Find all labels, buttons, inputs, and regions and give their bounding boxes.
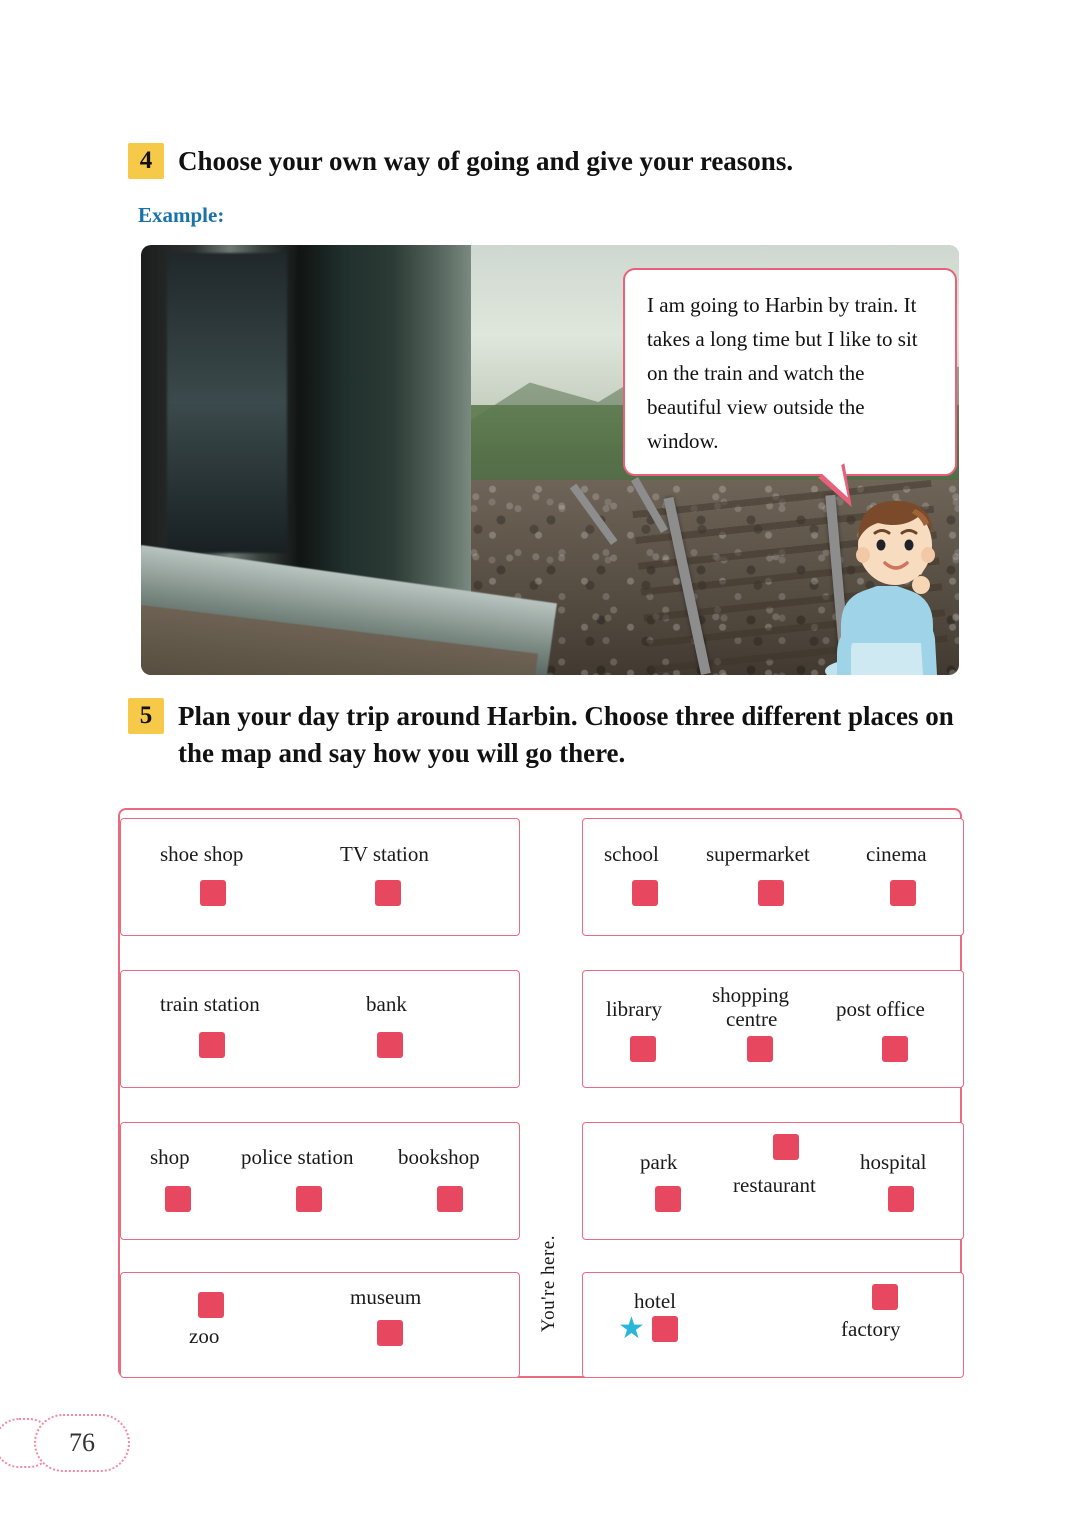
place-label-shopping-centre-line2: centre xyxy=(726,1007,778,1031)
exercise-4-heading xyxy=(128,143,793,180)
place-marker-restaurant xyxy=(773,1134,799,1160)
boy-character-icon xyxy=(811,475,941,675)
place-marker-hospital xyxy=(888,1186,914,1212)
map-block xyxy=(120,970,520,1088)
map-block xyxy=(120,1272,520,1378)
place-label-cinema: cinema xyxy=(866,842,927,866)
exercise-5-title: Plan your day trip around Harbin. Choose three different places on the map and say how you will go there. xyxy=(178,701,954,769)
page-number-area xyxy=(34,1414,130,1474)
exercise-5-number: 5 xyxy=(128,698,164,734)
place-label-bookshop: bookshop xyxy=(398,1145,480,1169)
place-marker-cinema xyxy=(890,880,916,906)
place-label-library: library xyxy=(606,997,662,1021)
place-marker-shoe-shop xyxy=(200,880,226,906)
place-label-museum: museum xyxy=(350,1285,422,1309)
place-marker-shop xyxy=(165,1186,191,1212)
place-marker-park xyxy=(655,1186,681,1212)
train-carriage xyxy=(141,245,471,675)
place-label-bank: bank xyxy=(366,992,407,1016)
place-label-shoe-shop: shoe shop xyxy=(160,842,244,866)
place-marker-museum xyxy=(377,1320,403,1346)
place-marker-post-office xyxy=(882,1036,908,1062)
exercise-5-heading xyxy=(128,698,978,773)
carriage-window xyxy=(167,253,287,553)
place-marker-factory xyxy=(872,1284,898,1310)
place-marker-hotel xyxy=(652,1316,678,1342)
place-marker-library xyxy=(630,1036,656,1062)
map-block xyxy=(582,818,964,936)
place-label-restaurant: restaurant xyxy=(733,1173,816,1197)
place-marker-bank xyxy=(377,1032,403,1058)
place-label-hotel: hotel xyxy=(634,1289,676,1313)
map-block xyxy=(120,1122,520,1240)
place-label-zoo: zoo xyxy=(189,1324,220,1348)
place-label-supermarket: supermarket xyxy=(706,842,810,866)
you-are-here-label: You're here. xyxy=(538,1235,559,1333)
place-marker-school xyxy=(632,880,658,906)
you-are-here-star-icon: ★ xyxy=(618,1312,645,1345)
place-label-hospital: hospital xyxy=(860,1150,927,1174)
place-label-tv-station: TV station xyxy=(340,842,429,866)
place-marker-shopping-centre xyxy=(747,1036,773,1062)
place-label-shop: shop xyxy=(150,1145,190,1169)
place-marker-bookshop xyxy=(437,1186,463,1212)
example-label: Example: xyxy=(138,203,225,227)
page-number: 76 xyxy=(34,1414,130,1472)
place-marker-tv-station xyxy=(375,880,401,906)
place-label-park: park xyxy=(640,1150,678,1174)
map-block xyxy=(120,818,520,936)
exercise-4-number: 4 xyxy=(128,143,164,179)
place-label-factory: factory xyxy=(841,1317,901,1341)
place-label-shopping-centre-line1: shopping xyxy=(712,983,790,1007)
exercise-4-title: Choose your own way of going and give your reasons. xyxy=(178,146,794,176)
place-label-post-office: post office xyxy=(836,997,925,1021)
place-label-school: school xyxy=(604,842,659,866)
place-label-police-station: police station xyxy=(241,1145,354,1169)
place-marker-supermarket xyxy=(758,880,784,906)
place-marker-train-station xyxy=(199,1032,225,1058)
place-marker-zoo xyxy=(198,1292,224,1318)
place-marker-police-station xyxy=(296,1186,322,1212)
speech-bubble: I am going to Harbin by train. It takes a long time but I like to sit on the train and watch the beautiful view outside the window. xyxy=(623,268,957,476)
place-label-train-station: train station xyxy=(160,992,260,1016)
